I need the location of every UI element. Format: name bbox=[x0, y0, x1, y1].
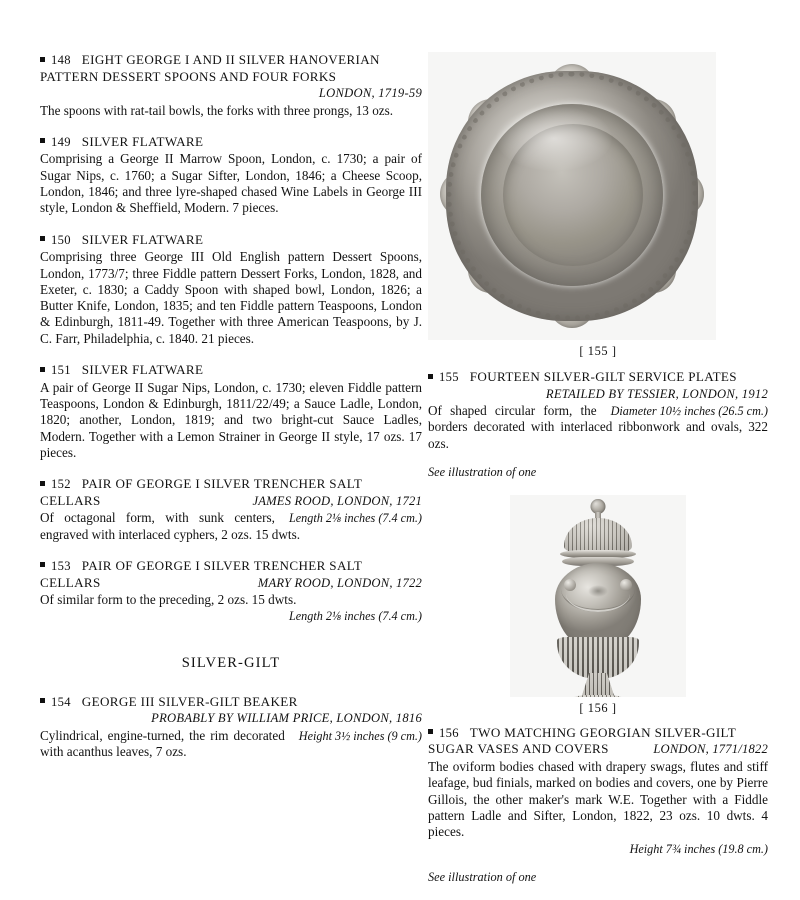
lot-151-title-line1: SILVER FLATWARE bbox=[81, 362, 204, 378]
lot-154-title-line1: GEORGE III SILVER-GILT BEAKER bbox=[81, 693, 298, 709]
lot-153-number: 153 bbox=[51, 558, 71, 573]
lot-152-dimension: Length 2⅛ inches (7.4 cm.) bbox=[288, 511, 422, 526]
lot-entry-150 bbox=[40, 232, 422, 347]
lot-152-title-line2: CELLARS bbox=[40, 492, 101, 508]
lot-155-title-line1: FOURTEEN SILVER-GILT SERVICE PLATES bbox=[469, 369, 737, 384]
lot-entry-149 bbox=[40, 134, 422, 217]
square-bullet-icon bbox=[40, 138, 45, 143]
lot-150-title bbox=[40, 232, 422, 249]
vase-figure-caption: [ 156 ] bbox=[579, 700, 617, 715]
vase-photograph bbox=[510, 495, 686, 697]
square-bullet-icon bbox=[428, 374, 433, 379]
right-column bbox=[428, 52, 768, 900]
lot-151-number: 151 bbox=[51, 363, 71, 378]
vase-fluted-cover bbox=[564, 518, 632, 552]
lot-156-title-line2: SUGAR VASES AND COVERS bbox=[428, 741, 609, 757]
plate-figure-caption: [ 155 ] bbox=[579, 344, 617, 358]
plate-illustration bbox=[446, 71, 698, 321]
lot-entry-152 bbox=[40, 476, 422, 543]
lot-entry-154 bbox=[40, 694, 422, 761]
lot-150-description: Comprising three George III Old English pattern Dessert Spoons, London, 1773/7; three Fiddle pattern Dessert Forks, London, 1828, and Exeter, c. 1830; a Caddy Spoon with shaped bowl, London, 1826; a Butter Knife, London, 1835; and ten Fiddle pattern Teaspoons, London & Edinburgh, 1811-49. Together with three American Teaspoons, by J. C. Farr, Philadelphia, c. 1840. 21 pieces. bbox=[40, 249, 422, 346]
lot-154-description-block bbox=[40, 728, 422, 761]
lot-155-description: Of shaped circular form, the borders decorated with interlaced ribbonwork and ovals, 322 ozs. bbox=[428, 403, 768, 451]
lot-152-number: 152 bbox=[51, 477, 71, 492]
lot-150-title-line1: SILVER FLATWARE bbox=[81, 231, 204, 247]
lot-155-description-block bbox=[428, 403, 768, 452]
lot-148-description: The spoons with rat-tail bowls, the forks with three prongs, 13 ozs. bbox=[40, 102, 394, 118]
left-column bbox=[40, 52, 422, 775]
lot-152-description: Of octagonal form, with sunk centers, engraved with interlaced cyphers, 2 ozs. 15 dwts. bbox=[40, 510, 301, 542]
lot-153-maker: MARY ROOD, LONDON, 1722 bbox=[257, 575, 422, 590]
lot-152-maker: JAMES ROOD, LONDON, 1721 bbox=[252, 493, 422, 508]
lot-151-title bbox=[40, 362, 422, 379]
square-bullet-icon bbox=[40, 562, 45, 567]
lot-156-title bbox=[428, 725, 768, 758]
lot-154-number: 154 bbox=[51, 694, 71, 709]
square-bullet-icon bbox=[40, 481, 45, 486]
lot-155-dimension: Diameter 10½ inches (26.5 cm.) bbox=[610, 404, 768, 418]
vase-illustration bbox=[538, 497, 658, 693]
plate-photograph bbox=[428, 52, 716, 340]
section-heading-silver-gilt: SILVER-GILT bbox=[181, 654, 281, 671]
plate-highlight bbox=[496, 106, 612, 171]
lot-151-description: A pair of George II Sugar Nips, London, c. 1730; eleven Fiddle pattern Teaspoons, London & Edinburgh, 1811/22/49; a Sauce Ladle, London, 1820; another, London, 1819; and two bright-cut Sauce Ladles, Modern. Together with a Lemon Strainer in George II style, 17 ozs. 17 pieces. bbox=[40, 379, 422, 460]
lot-entry-156 bbox=[428, 725, 768, 885]
lot-156-maker: LONDON, 1771/1822 bbox=[653, 742, 768, 757]
vase-foot-ring bbox=[570, 695, 626, 697]
lot-156-see-illustration: See illustration of one bbox=[428, 869, 537, 884]
square-bullet-icon bbox=[40, 698, 45, 703]
lot-154-dimension: Height 3½ inches (9 cm.) bbox=[298, 728, 422, 743]
lot-155-maker: RETAILED BY TESSIER, LONDON, 1912 bbox=[545, 386, 768, 401]
lot-153-title-line2: CELLARS bbox=[40, 574, 101, 590]
lot-154-title bbox=[40, 694, 422, 727]
lot-154-maker: PROBABLY BY WILLIAM PRICE, LONDON, 1816 bbox=[151, 711, 422, 726]
lot-entry-151 bbox=[40, 362, 422, 461]
lot-153-title-line1: PAIR OF GEORGE I SILVER TRENCHER SALT bbox=[81, 557, 363, 573]
lot-148-title-line1: EIGHT GEORGE I AND II SILVER HANOVERIAN bbox=[81, 52, 380, 67]
figure-plate-155 bbox=[428, 52, 768, 359]
lot-152-title-line1: PAIR OF GEORGE I SILVER TRENCHER SALT bbox=[81, 476, 363, 492]
lot-148-title bbox=[40, 52, 422, 102]
vase-engraved-crest bbox=[588, 585, 608, 597]
lot-entry-155 bbox=[428, 369, 768, 480]
lot-148-title-line2: PATTERN DESSERT SPOONS AND FOUR FORKS bbox=[40, 68, 337, 84]
lot-152-description-block bbox=[40, 510, 422, 543]
lot-148-maker: LONDON, 1719-59 bbox=[318, 86, 422, 101]
lot-154-description: Cylindrical, engine-turned, the rim decorated with acanthus leaves, 7 ozs. bbox=[40, 727, 285, 759]
lot-153-title bbox=[40, 558, 422, 591]
lot-148-number: 148 bbox=[51, 53, 71, 67]
lot-149-description: Comprising a George II Marrow Spoon, London, c. 1730; a pair of Sugar Nips, c. 1760; a Sugar Sifter, London, 1846; a Cheese Scoop, London, 1846; and three lyre-shaped chased Wine Labels in George III style, London & Sheffield, Modern. 7 pieces. bbox=[40, 151, 422, 216]
lot-152-title bbox=[40, 476, 422, 509]
lot-156-title-line1: TWO MATCHING GEORGIAN SILVER-GILT bbox=[469, 724, 737, 740]
figure-vase-156 bbox=[428, 495, 768, 716]
lot-156-dimension: Height 7¾ inches (19.8 cm.) bbox=[629, 841, 768, 856]
square-bullet-icon bbox=[40, 367, 45, 372]
square-bullet-icon bbox=[428, 729, 433, 734]
lot-entry-153 bbox=[40, 558, 422, 625]
lot-150-number: 150 bbox=[51, 232, 71, 247]
lot-149-title-line1: SILVER FLATWARE bbox=[81, 133, 204, 149]
lot-156-description: The oviform bodies chased with drapery swags, flutes and stiff leafage, bud finials, marked on bodies and covers, one by Pierre Gillois, the other maker's mark W.E. Together with a Fiddle pattern Ladle and Sifter, London, 1822, 23 ozs. 10 dwts. 4 pieces. bbox=[428, 759, 768, 840]
lot-155-number: 155 bbox=[439, 370, 459, 384]
square-bullet-icon bbox=[40, 57, 45, 62]
lot-153-description: Of similar form to the preceding, 2 ozs. 15 dwts. bbox=[40, 592, 297, 608]
lot-155-title bbox=[428, 369, 768, 402]
lot-156-number: 156 bbox=[439, 725, 459, 740]
lot-153-dimension: Length 2⅛ inches (7.4 cm.) bbox=[288, 609, 422, 624]
lot-149-number: 149 bbox=[51, 134, 71, 149]
lot-entry-148 bbox=[40, 52, 422, 119]
lot-155-see-illustration: See illustration of one bbox=[428, 464, 537, 479]
lot-149-title bbox=[40, 134, 422, 151]
vase-stiff-leafage-flutes bbox=[557, 637, 639, 679]
square-bullet-icon bbox=[40, 236, 45, 241]
